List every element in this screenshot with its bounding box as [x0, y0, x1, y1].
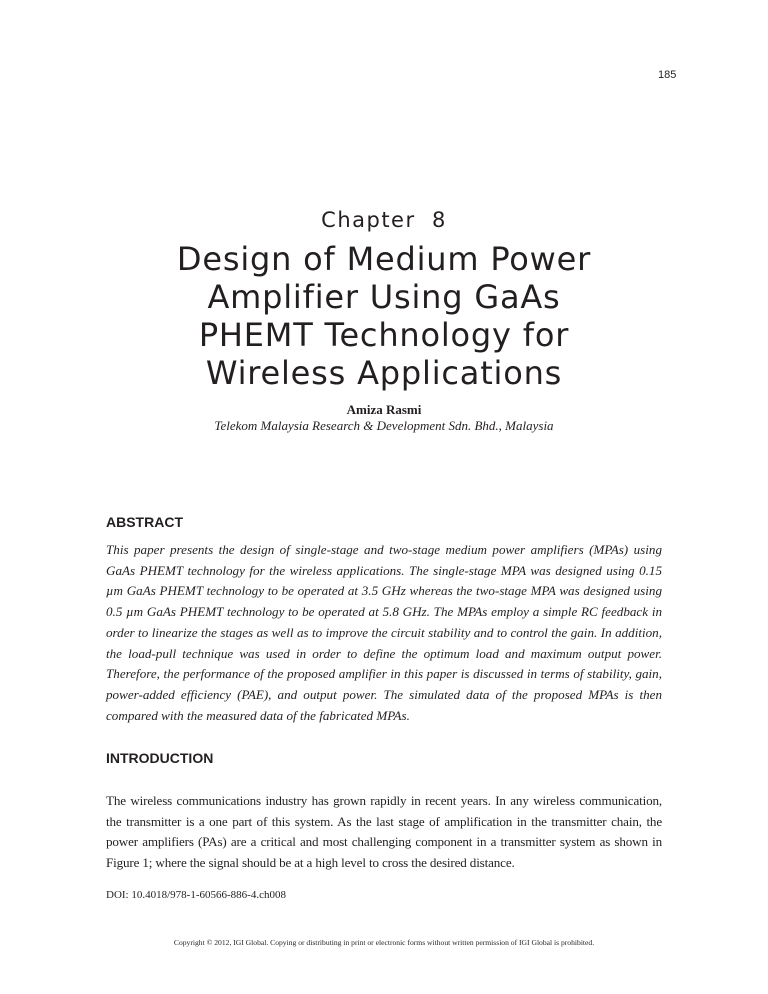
- page-number: 185: [658, 69, 677, 81]
- author-name: Amiza Rasmi: [346, 402, 422, 417]
- introduction-heading: INTRODUCTION: [106, 750, 214, 766]
- chapter-title-line: Design of Medium Power: [176, 240, 592, 278]
- abstract-heading: ABSTRACT: [106, 514, 183, 530]
- chapter-title: [0, 240, 768, 392]
- chapter-title-line: Wireless Applications: [205, 354, 563, 392]
- doi-text: DOI: 10.4018/978-1-60566-886-4.ch008: [106, 889, 286, 901]
- chapter-title-line: PHEMT Technology for: [198, 316, 570, 354]
- author-affiliation: Telekom Malaysia Research & Development Sdn. Bhd., Malaysia: [214, 418, 554, 433]
- copyright-notice: Copyright © 2012, IGI Global. Copying or distributing in print or electronic forms without written permission of IGI Global is prohibited.: [173, 938, 595, 947]
- chapter-label: Chapter 8: [321, 208, 447, 232]
- chapter-title-line: Amplifier Using GaAs: [207, 278, 561, 316]
- introduction-text: The wireless communications industry has grown rapidly in recent years. In any wireless communication, the transmitter is a one part of this system. As the last stage of amplification in the transmitter chain, the power amplifiers (PAs) are a critical and most challenging component in a transmitter system as shown in Figure 1; where the signal should be at a high level to cross the desired distance.: [106, 793, 662, 871]
- abstract-text: This paper presents the design of single-stage and two-stage medium power amplifiers (MPAs) using GaAs PHEMT technology for the wireless applications. The single-stage MPA was designed using 0.15 µm GaAs PHEMT technology to be operated at 3.5 GHz whereas the two-stage MPA was designed using 0.5 µm GaAs PHEMT technology to be operated at 5.8 GHz. The MPAs employ a simple RC feedback in order to linearize the stages as well as to improve the circuit stability and to control the gain. In addition, the load-pull technique was used in order to define the optimum load and maximum output power. Therefore, the performance of the proposed amplifier in this paper is discussed in terms of stability, gain, power-added efficiency (PAE), and output power. The simulated data of the proposed MPAs is then compared with the measured data of the fabricated MPAs.: [106, 542, 662, 723]
